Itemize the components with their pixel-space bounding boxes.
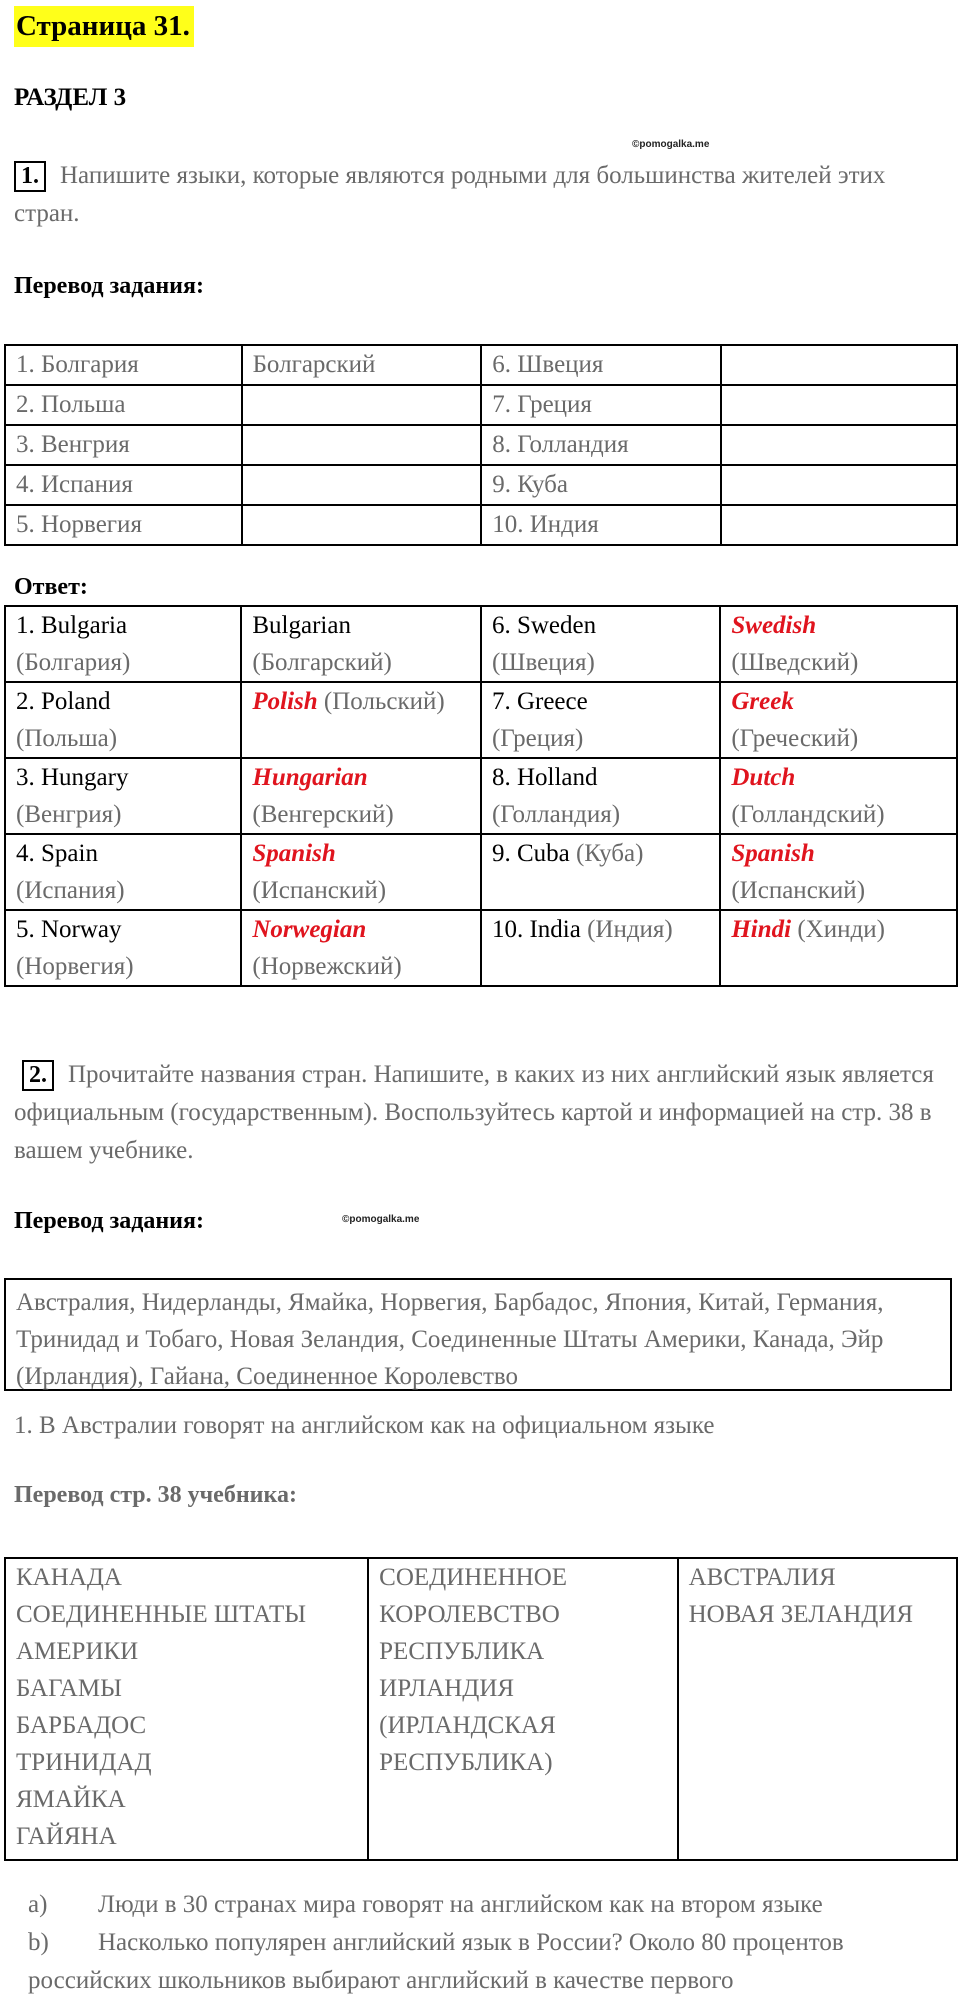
table-cell	[721, 385, 957, 425]
answer-main: 2. Poland	[16, 688, 111, 715]
textbook-line: КАНАДА	[16, 1564, 122, 1591]
table-cell: 10. Индия	[481, 505, 721, 545]
textbook-line: БАГАМЫ	[16, 1675, 122, 1702]
answer-cell	[481, 606, 720, 682]
textbook-line: АВСТРАЛИЯ	[688, 1564, 836, 1591]
table-cell	[721, 345, 957, 385]
task1-text: Напишите языки, которые являются родными для большинства жителей этих стран.	[14, 162, 886, 227]
answer-heading: Ответ:	[14, 574, 88, 600]
answer-cell	[5, 910, 241, 986]
answer-translation: (Норвегия)	[16, 953, 134, 980]
table-cell	[242, 425, 482, 465]
table-cell: 1. Болгария	[5, 345, 242, 385]
answer-main: 9. Cuba	[491, 840, 570, 867]
textbook-line: НОВАЯ ЗЕЛАНДИЯ	[688, 1601, 914, 1628]
task2-translation-heading: Перевод задания:	[14, 1208, 204, 1234]
answer-cell	[5, 834, 241, 910]
table-cell: 6. Швеция	[481, 345, 721, 385]
page-title: Страница 31.	[14, 6, 194, 47]
textbook-heading: Перевод стр. 38 учебника:	[14, 1482, 297, 1508]
answer-cell	[241, 910, 481, 986]
table-cell	[242, 385, 482, 425]
table-cell	[721, 465, 957, 505]
answer-cell	[241, 606, 481, 682]
answer-language: Spanish	[731, 840, 815, 867]
table-cell: 4. Испания	[5, 465, 242, 505]
answer-main: 4. Spain	[16, 840, 98, 867]
textbook-line: СОЕДИНЕННЫЕ ШТАТЫ	[16, 1601, 307, 1628]
list-marker: a)	[28, 1891, 48, 1918]
answer-translation: (Испанский)	[731, 877, 866, 904]
list-continuation: российских школьников выбирают английский в качестве первого	[28, 1967, 734, 1994]
answer-cell	[481, 682, 720, 758]
answer-language: Norwegian	[252, 916, 367, 943]
list-item	[28, 1924, 958, 1962]
answer-translation: (Испания)	[16, 877, 125, 904]
section-title: РАЗДЕЛ 3	[14, 84, 127, 111]
answer-translation: (Греция)	[491, 725, 584, 752]
answer-translation: (Испанский)	[252, 877, 387, 904]
textbook-table	[4, 1557, 958, 1861]
answer-language: Swedish	[731, 612, 817, 639]
answer-row	[5, 682, 957, 758]
answer-cell	[241, 834, 481, 910]
answer-translation: (Куба)	[569, 840, 644, 867]
answer-cell	[481, 910, 720, 986]
answer-translation: (Болгария)	[16, 649, 131, 676]
answer-main: 3. Hungary	[16, 764, 129, 791]
table-row	[5, 465, 957, 505]
textbook-line: РЕСПУБЛИКА)	[379, 1749, 553, 1776]
answer-main: 7. Greece	[491, 688, 588, 715]
answer-language: Spanish	[252, 840, 336, 867]
table-row	[5, 385, 957, 425]
countries-box: Австралия, Нидерланды, Ямайка, Норвегия, Барбадос, Япония, Китай, Германия, Тринидад и Тобаго, Новая Зеландия, Соединенные Штаты Америки, Канада, Эйр (Ирландия), Гайана, Соединенное Королевство	[4, 1278, 952, 1391]
answer-main: Bulgarian	[252, 612, 351, 639]
list-text: Люди в 30 странах мира говорят на английском как на втором языке	[98, 1891, 823, 1918]
table-cell	[721, 505, 957, 545]
answer-cell	[241, 758, 481, 834]
answer-translation: (Венгерский)	[252, 801, 394, 828]
task2-text-block	[14, 1056, 944, 1170]
textbook-line: ЯМАЙКА	[16, 1786, 126, 1813]
example-sentence: 1. В Австралии говорят на английском как на официальном языке	[14, 1412, 715, 1439]
list-item	[28, 1886, 958, 1924]
textbook-column	[678, 1558, 957, 1860]
table-cell: 8. Голландия	[481, 425, 721, 465]
answer-row	[5, 758, 957, 834]
answer-cell	[720, 834, 957, 910]
answer-translation: (Голландский)	[731, 801, 885, 828]
answer-main: 8. Holland	[491, 764, 598, 791]
answer-row	[5, 910, 957, 986]
answer-cell	[5, 606, 241, 682]
answer-translation: (Польша)	[16, 725, 118, 752]
answer-cell	[720, 606, 957, 682]
answer-main: 1. Bulgaria	[16, 612, 128, 639]
answer-translation: (Польский)	[317, 688, 445, 715]
answer-language: Polish	[252, 688, 318, 715]
textbook-column	[5, 1558, 368, 1860]
answer-list	[14, 1886, 944, 2000]
textbook-line: КОРОЛЕВСТВО	[379, 1601, 560, 1628]
textbook-line: РЕСПУБЛИКА	[379, 1638, 545, 1665]
answer-translation: (Болгарский)	[252, 649, 392, 676]
answer-translation: (Индия)	[580, 916, 673, 943]
task1-number: 1.	[14, 161, 46, 192]
answer-translation: (Швеция)	[491, 649, 595, 676]
answer-translation: (Венгрия)	[16, 801, 122, 828]
textbook-line: ИРЛАНДИЯ	[379, 1675, 515, 1702]
list-marker: b)	[28, 1929, 49, 1956]
table-row	[5, 345, 957, 385]
table-cell	[721, 425, 957, 465]
answer-cell	[720, 910, 957, 986]
answer-language: Greek	[731, 688, 794, 715]
table-cell	[242, 505, 482, 545]
task1-translation-heading: Перевод задания:	[14, 273, 204, 299]
task2-text: Прочитайте названия стран. Напишите, в каких из них английский язык является официальным (государственным). Воспользуйтесь картой и информацией на стр. 38 в вашем учебнике.	[14, 1061, 934, 1164]
answer-translation: (Хинди)	[791, 916, 885, 943]
table-cell: 7. Греция	[481, 385, 721, 425]
answer-translation: (Шведский)	[731, 649, 859, 676]
table-row	[5, 425, 957, 465]
list-text: Насколько популярен английский язык в России? Около 80 процентов	[98, 1929, 844, 1956]
answer-cell	[720, 758, 957, 834]
task1-table	[4, 344, 958, 546]
textbook-line: ТРИНИДАД	[16, 1749, 152, 1776]
answer-cell	[481, 758, 720, 834]
answer-language: Dutch	[731, 764, 796, 791]
table-cell	[242, 465, 482, 505]
table-cell: 2. Польша	[5, 385, 242, 425]
answer-main: 10. India	[491, 916, 581, 943]
textbook-column	[368, 1558, 677, 1860]
table-cell: 9. Куба	[481, 465, 721, 505]
answer-translation: (Голландия)	[491, 801, 621, 828]
answer-translation: (Греческий)	[731, 725, 859, 752]
task1-text-block	[14, 157, 944, 233]
textbook-line: (ИРЛАНДСКАЯ	[379, 1712, 556, 1739]
textbook-line: АМЕРИКИ	[16, 1638, 139, 1665]
answer-row	[5, 834, 957, 910]
answer-cell	[720, 682, 957, 758]
answer-table	[4, 605, 958, 987]
answer-language: Hungarian	[252, 764, 368, 791]
table-row	[5, 505, 957, 545]
answer-language: Hindi	[731, 916, 792, 943]
answer-main: 5. Norway	[16, 916, 122, 943]
textbook-line: БАРБАДОС	[16, 1712, 147, 1739]
watermark: ©pomogalka.me	[342, 1214, 420, 1225]
table-cell: 3. Венгрия	[5, 425, 242, 465]
watermark: ©pomogalka.me	[632, 139, 710, 150]
textbook-line: СОЕДИНЕННОЕ	[379, 1564, 568, 1591]
task2-number: 2.	[22, 1060, 54, 1091]
table-cell: 5. Норвегия	[5, 505, 242, 545]
table-cell: Болгарский	[242, 345, 482, 385]
textbook-line: ГАЙЯНА	[16, 1823, 117, 1850]
answer-cell	[5, 682, 241, 758]
answer-row	[5, 606, 957, 682]
answer-translation: (Норвежский)	[252, 953, 402, 980]
answer-cell	[481, 834, 720, 910]
answer-main: 6. Sweden	[491, 612, 597, 639]
answer-cell	[241, 682, 481, 758]
answer-cell	[5, 758, 241, 834]
